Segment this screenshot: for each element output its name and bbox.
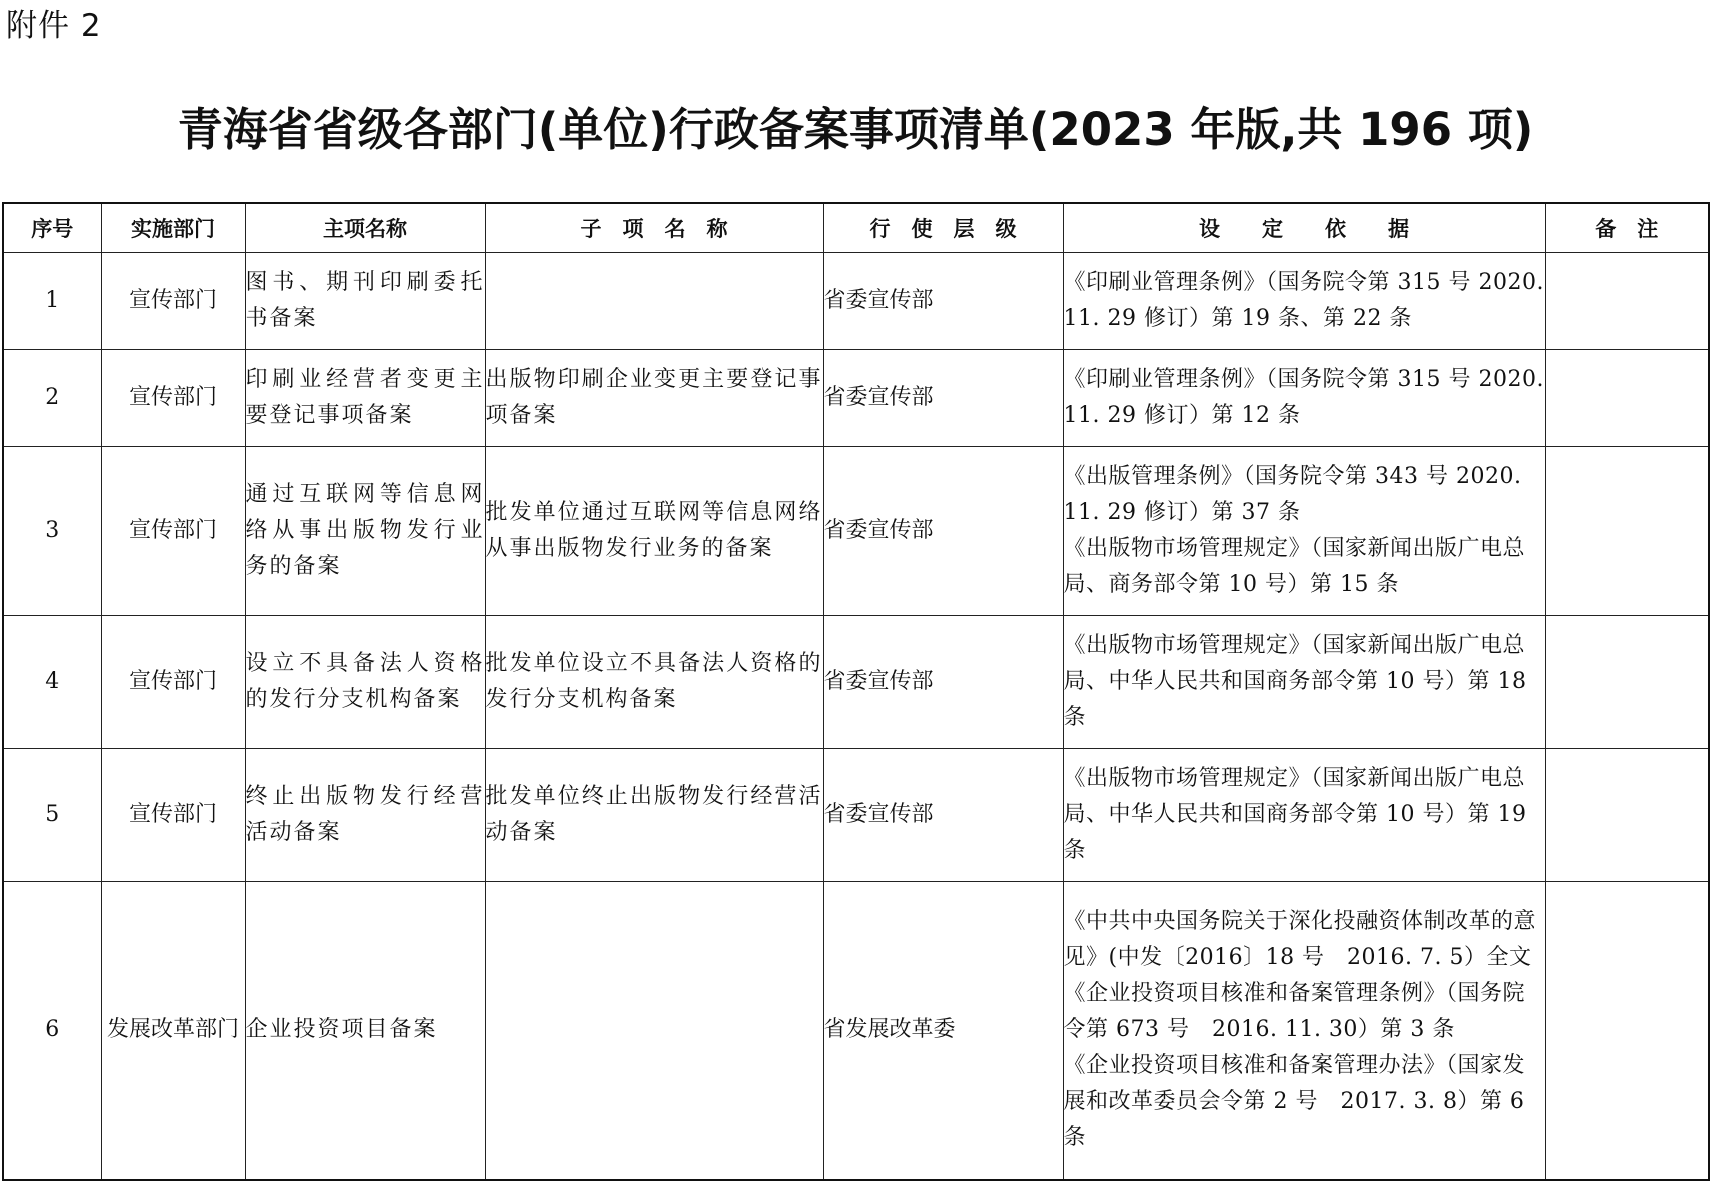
exercise-level: 省委宣传部 <box>823 749 1063 882</box>
table-header-row <box>3 203 1709 253</box>
table-row <box>3 253 1709 350</box>
implementing-department: 发展改革部门 <box>101 882 245 1180</box>
implementing-department: 宣传部门 <box>101 253 245 350</box>
header-department: 实施部门 <box>101 203 245 253</box>
document-title: 青海省省级各部门(单位)行政备案事项清单(2023 年版,共 196 项) <box>177 103 1534 156</box>
row-number: 1 <box>3 253 101 350</box>
row-number: 5 <box>3 749 101 882</box>
remark-cell <box>1545 882 1709 1180</box>
exercise-level: 省委宣传部 <box>823 253 1063 350</box>
sub-item-name: 出版物印刷企业变更主要登记事项备案 <box>485 350 823 447</box>
remark-cell <box>1545 616 1709 749</box>
sub-item-name <box>485 253 823 350</box>
header-main-item: 主项名称 <box>245 203 485 253</box>
legal-basis <box>1063 749 1545 882</box>
sub-item-name: 批发单位通过互联网等信息网络从事出版物发行业务的备案 <box>485 447 823 616</box>
basis-line: 《印刷业管理条例》（国务院令第 315 号 2020. 11. 29 修订）第 12 条 <box>1063 367 1544 428</box>
sub-item-name: 批发单位设立不具备法人资格的发行分支机构备案 <box>485 616 823 749</box>
sub-item-name: 批发单位终止出版物发行经营活动备案 <box>485 749 823 882</box>
table-row <box>3 882 1709 1180</box>
legal-basis <box>1063 447 1545 616</box>
header-exercise-level: 行 使 层 级 <box>823 203 1063 253</box>
implementing-department: 宣传部门 <box>101 447 245 616</box>
row-number: 6 <box>3 882 101 1180</box>
remark-cell <box>1545 350 1709 447</box>
basis-line: 《出版物市场管理规定》（国家新闻出版广电总局、中华人民共和国商务部令第 10 号）第 18 条 <box>1063 633 1527 730</box>
main-item-name: 通过互联网等信息网络从事出版物发行业务的备案 <box>245 447 485 616</box>
implementing-department: 宣传部门 <box>101 749 245 882</box>
sub-item-name <box>485 882 823 1180</box>
remark-cell <box>1545 447 1709 616</box>
header-number: 序号 <box>3 203 101 253</box>
exercise-level: 省委宣传部 <box>823 447 1063 616</box>
table-row <box>3 616 1709 749</box>
legal-basis <box>1063 616 1545 749</box>
row-number: 3 <box>3 447 101 616</box>
basis-line: 《出版物市场管理规定》（国家新闻出版广电总局、商务部令第 10 号）第 15 条 <box>1063 536 1526 597</box>
main-item-name: 终止出版物发行经营活动备案 <box>245 749 485 882</box>
table-row <box>3 749 1709 882</box>
main-item-name: 图书、期刊印刷委托书备案 <box>245 253 485 350</box>
remark-cell <box>1545 749 1709 882</box>
implementing-department: 宣传部门 <box>101 350 245 447</box>
filing-items-table <box>2 202 1710 1181</box>
row-number: 2 <box>3 350 101 447</box>
basis-line: 《企业投资项目核准和备案管理办法》（国家发展和改革委员会令第 2 号 2017. 3. 8）第 6 条 <box>1063 1053 1526 1151</box>
legal-basis <box>1063 882 1545 1180</box>
basis-line: 《中共中央国务院关于深化投融资体制改革的意见》(中发〔2016〕18 号 2016. 7. 5）全文 <box>1063 909 1537 971</box>
legal-basis <box>1063 253 1545 350</box>
implementing-department: 宣传部门 <box>101 616 245 749</box>
exercise-level: 省发展改革委 <box>823 882 1063 1180</box>
main-item-name: 印刷业经营者变更主要登记事项备案 <box>245 350 485 447</box>
remark-cell <box>1545 253 1709 350</box>
header-remarks: 备 注 <box>1545 203 1709 253</box>
table-row <box>3 447 1709 616</box>
basis-line: 《出版物市场管理规定》（国家新闻出版广电总局、中华人民共和国商务部令第 10 号）第 19 条 <box>1063 766 1527 863</box>
basis-line: 《印刷业管理条例》（国务院令第 315 号 2020. 11. 29 修订）第 19 条、第 22 条 <box>1063 270 1544 331</box>
exercise-level: 省委宣传部 <box>823 350 1063 447</box>
row-number: 4 <box>3 616 101 749</box>
header-legal-basis: 设 定 依 据 <box>1063 203 1545 253</box>
exercise-level: 省委宣传部 <box>823 616 1063 749</box>
table-row <box>3 350 1709 447</box>
basis-line: 《出版管理条例》（国务院令第 343 号 2020. 11. 29 修订）第 37 条 <box>1063 464 1522 525</box>
legal-basis <box>1063 350 1545 447</box>
header-sub-item: 子 项 名 称 <box>485 203 823 253</box>
basis-line: 《企业投资项目核准和备案管理条例》（国务院令第 673 号 2016. 11. 30）第 3 条 <box>1063 981 1526 1043</box>
main-item-name: 设立不具备法人资格的发行分支机构备案 <box>245 616 485 749</box>
main-item-name: 企业投资项目备案 <box>245 882 485 1180</box>
attachment-label: 附件 2 <box>6 8 102 44</box>
